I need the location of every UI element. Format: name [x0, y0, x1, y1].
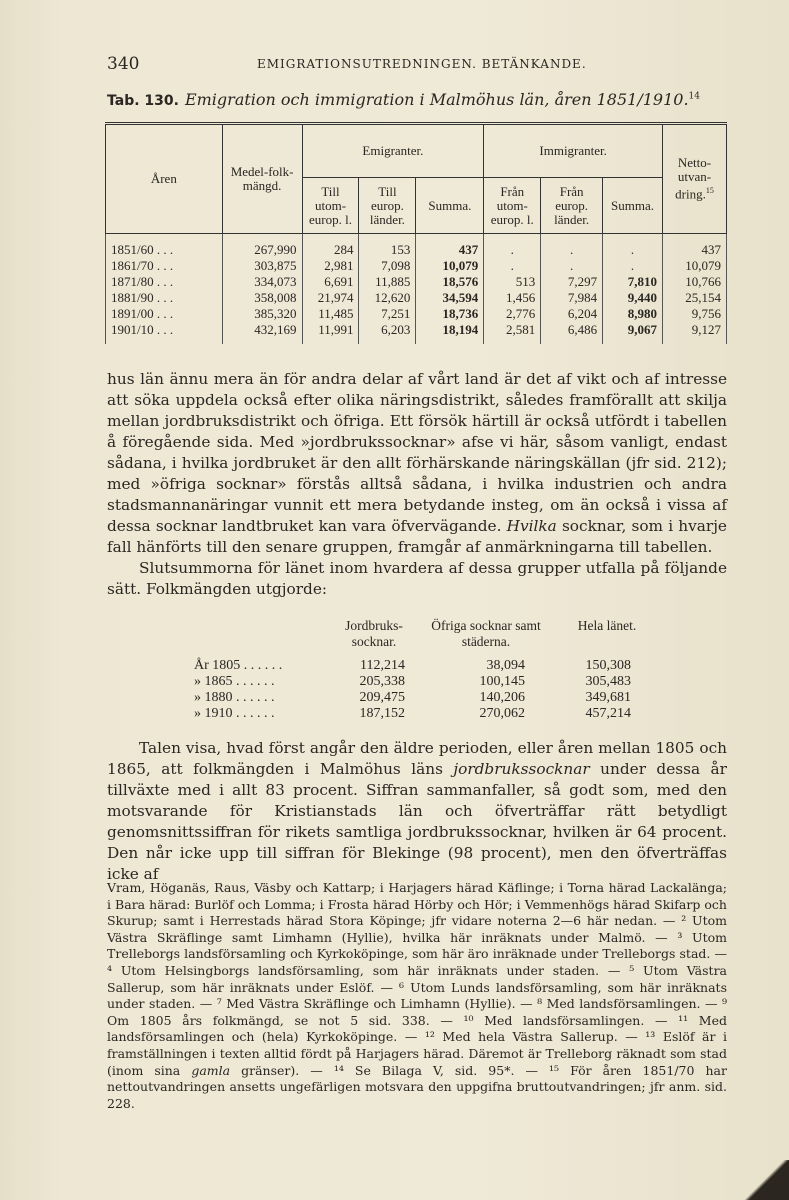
cell-emig-non-europe: 6,691 [302, 274, 359, 290]
summary-agri-value: 205,338 [359, 674, 405, 689]
cell-immig-non-europe: 2,776 [484, 306, 541, 322]
cell-population: 267,990 [222, 234, 302, 259]
cell-population: 358,008 [222, 290, 302, 306]
summary-other-value: 140,206 [479, 690, 525, 705]
cell-years: 1851/60 . . . [106, 234, 223, 259]
cell-emig-europe: 153 [359, 234, 416, 259]
summary-other-value: 100,145 [479, 674, 525, 689]
cell-immig-non-europe: 2,581 [484, 322, 541, 344]
table-title-note: 14 [688, 91, 700, 102]
page-header [107, 54, 727, 74]
summary-row [107, 674, 727, 690]
cell-immig-sum: 8,980 [603, 306, 663, 322]
col-header-immig-europe: Från europ. länder. [541, 178, 603, 234]
cell-population: 432,169 [222, 322, 302, 344]
col-header-immig-non-europe: Från utom-europ. l. [484, 178, 541, 234]
running-title: EMIGRATIONSUTREDNINGEN. BETÄNKANDE. [257, 57, 587, 71]
footnotes [107, 880, 727, 1112]
cell-net: 10,079 [663, 258, 727, 274]
col-header-emig-sum: Summa. [416, 178, 484, 234]
cell-emig-europe: 7,251 [359, 306, 416, 322]
cell-immig-europe: 6,204 [541, 306, 603, 322]
cell-emig-non-europe: 284 [302, 234, 359, 259]
table-label: Tab. 130. [107, 93, 179, 109]
cell-emig-sum: 10,079 [416, 258, 484, 274]
paragraph-1-emphasis: Hvilka [506, 517, 557, 535]
summary-total-value: 150,308 [585, 658, 631, 673]
cell-immig-non-europe: . [484, 234, 541, 259]
cell-immig-non-europe: 513 [484, 274, 541, 290]
paragraph-3-text: Talen visa, hvad först angår den äldre perioden, eller åren mellan 1805 och 1865, att folkmängden i Malmöhus läns [107, 739, 727, 778]
summary-total-value: 349,681 [585, 690, 631, 705]
summary-total-value: 457,214 [585, 706, 631, 721]
cell-emig-sum: 437 [416, 234, 484, 259]
summary-agri-value: 112,214 [360, 658, 405, 673]
cell-immig-sum: 9,067 [603, 322, 663, 344]
paragraph-3 [107, 738, 727, 885]
cell-population: 385,320 [222, 306, 302, 322]
cell-net: 437 [663, 234, 727, 259]
table-row [106, 290, 727, 306]
cell-emig-non-europe: 21,974 [302, 290, 359, 306]
table-row [106, 234, 727, 259]
cell-immig-europe: 7,984 [541, 290, 603, 306]
col-header-net [663, 124, 727, 234]
cell-years: 1891/00 . . . [106, 306, 223, 322]
group-header-immigrants: Immigranter. [484, 124, 663, 178]
cell-net: 25,154 [663, 290, 727, 306]
paragraph-3-emphasis: jordbrukssocknar [453, 760, 590, 778]
cell-immig-europe: . [541, 234, 603, 259]
cell-emig-sum: 34,594 [416, 290, 484, 306]
footnote-text: Vram, Höganäs, Raus, Väsby och Kattarp; i Harjagers härad Käflinge; i Torna härad Lackalänga; i Bara härad: Burlöf och Lomma; i Frosta härad Hörby och Hör; i Vemmenhögs härad Skifarp och Skurup; samt i Herrestads härad Stora Köpinge; jfr vidare noterna 2—6 här nedan. — ² Utom Västra Skräflinge samt Limhamn (Hyllie), hvilka här inräknats under Malmö. — ³ Utom Trelleborgs landsförsamling och Kyrkoköpinge, som här äro inräknade under Trelleborgs stad. — ⁴ Utom Helsingborgs landsförsamling, som här inräknats under staden. — ⁵ Utom Västra Sallerup, som här inräknats under Eslöf. — ⁶ Utom Lunds landsförsamling, som här inräknats under staden. — ⁷ Med Västra Skräflinge och Limhamn (Hyllie). — ⁸ Med landsförsamlingen. — ⁹ Om 1805 års folkmängd, se not 5 sid. 338. — ¹⁰ Med landsförsamlingen. — ¹¹ Med landsförsamlingen och (hela) Kyrkoköpinge. — ¹² Med hela Västra Sallerup. — ¹³ Eslöf är i framställningen i texten alltid fördt på Harjagers härad. Däremot är Trelleborg räknadt som stad (inom sina [107, 880, 727, 1078]
col-header-emig-europe: Till europ. länder. [359, 178, 416, 234]
cell-immig-non-europe: . [484, 258, 541, 274]
paragraph-1-end: socknar, som i hvarje fall hänförts till den senare gruppen, framgår af anmärkningarna till tabellen. [107, 517, 727, 556]
paragraph-3-end: under dessa år tillväxte med i allt 83 procent. Siffran sammanfaller, så godt som, med den motsvarande för Kristianstads län och öfverträffar rätt betydligt genomsnittssiffran för rikets samtliga jordbrukssocknar, hvilken är 64 procent. Den når icke upp till siffran för Blekinge (98 procent), men den öfverträffas icke af [107, 760, 727, 883]
footnote-emphasis: gamla [191, 1062, 231, 1078]
col-header-population: Medel-folk-mängd. [222, 124, 302, 234]
cell-immig-europe: . [541, 258, 603, 274]
summary-row-label: År 1805 . . . . . . [194, 658, 283, 673]
cell-net: 9,127 [663, 322, 727, 344]
summary-row-label: » 1880 . . . . . . [194, 690, 275, 705]
cell-emig-non-europe: 2,981 [302, 258, 359, 274]
group-header-emigrants: Emigranter. [302, 124, 484, 178]
table-row [106, 258, 727, 274]
cell-years: 1871/80 . . . [106, 274, 223, 290]
summary-row-label: » 1910 . . . . . . [194, 706, 275, 721]
cell-net: 10,766 [663, 274, 727, 290]
footnote-end: gränser). — ¹⁴ Se Bilaga V, sid. 95*. — ¹⁵ För åren 1851/70 har nettoutvandringen ansetts ungefärligen motsvara den uppgifna bruttoutvandringen; jfr anm. sid. 228. [107, 1062, 727, 1111]
summary-header-agri: Jordbruks-socknar. [345, 618, 403, 649]
cell-years: 1901/10 . . . [106, 322, 223, 344]
emigration-table [105, 122, 727, 344]
summary-agri-value: 187,152 [359, 706, 405, 721]
cell-emig-non-europe: 11,485 [302, 306, 359, 322]
col-header-emig-non-europe: Till utom-europ. l. [302, 178, 359, 234]
cell-emig-sum: 18,194 [416, 322, 484, 344]
summary-row-label: » 1865 . . . . . . [194, 674, 275, 689]
summary-other-value: 38,094 [486, 658, 525, 673]
paragraph-1 [107, 369, 727, 600]
paragraph-2: Slutsummorna för länet inom hvardera af dessa grupper utfalla på följande sätt. Folkmängden utgjorde: [107, 559, 727, 598]
summary-row [107, 690, 727, 706]
cell-emig-europe: 7,098 [359, 258, 416, 274]
table-title-text: Emigration och immigration i Malmöhus län, åren 1851/1910. [184, 90, 689, 109]
cell-population: 334,073 [222, 274, 302, 290]
summary-agri-value: 209,475 [359, 690, 405, 705]
summary-other-value: 270,062 [479, 706, 525, 721]
table-row [106, 306, 727, 322]
cell-immig-europe: 7,297 [541, 274, 603, 290]
cell-years: 1861/70 . . . [106, 258, 223, 274]
summary-row [107, 658, 727, 674]
net-note: 15 [705, 186, 714, 196]
cell-emig-non-europe: 11,991 [302, 322, 359, 344]
summary-header-other: Öfriga socknar samt städerna. [431, 618, 541, 649]
paragraph-1-text: hus län ännu mera än för andra delar af vårt land är det af vikt och af intresse att söka uppdela också efter olika näringsdistrikt, således framförallt att skilja mellan jordbruksdistrikt och öfriga. Ett försök härtill är också utfördt i tabellen å föregående sida. Med »jordbrukssocknar» afse vi här, såsom vanligt, endast sådana, i hvilka jordbruket är den allt förhärskande näringskällan (jfr sid. 212); med »öfriga socknar» förstås alltså sådana, i hvilka industrien och andra stadsmannanäringar vunnit ett mera betydande insteg, om än också i vissa af dessa socknar landtbruket kan vara öfvervägande. [107, 370, 727, 535]
cell-emig-sum: 18,736 [416, 306, 484, 322]
net-label: Netto-utvan-dring. [675, 155, 712, 202]
cell-net: 9,756 [663, 306, 727, 322]
col-header-years: Åren [106, 124, 223, 234]
cell-immig-europe: 6,486 [541, 322, 603, 344]
cell-years: 1881/90 . . . [106, 290, 223, 306]
cell-emig-europe: 6,203 [359, 322, 416, 344]
cell-immig-sum: 9,440 [603, 290, 663, 306]
summary-header-total: Hela länet. [577, 618, 637, 633]
cell-immig-sum: . [603, 234, 663, 259]
page-number: 340 [107, 54, 140, 74]
table-row [106, 274, 727, 290]
col-header-immig-sum: Summa. [603, 178, 663, 234]
cell-immig-non-europe: 1,456 [484, 290, 541, 306]
cell-immig-sum: 7,810 [603, 274, 663, 290]
cell-emig-europe: 12,620 [359, 290, 416, 306]
cell-emig-europe: 11,885 [359, 274, 416, 290]
summary-total-value: 305,483 [585, 674, 631, 689]
cell-population: 303,875 [222, 258, 302, 274]
table-row [106, 322, 727, 344]
table-title [107, 90, 700, 109]
cell-emig-sum: 18,576 [416, 274, 484, 290]
cell-immig-sum: . [603, 258, 663, 274]
summary-row [107, 706, 727, 722]
page-corner-shadow [729, 1160, 789, 1200]
